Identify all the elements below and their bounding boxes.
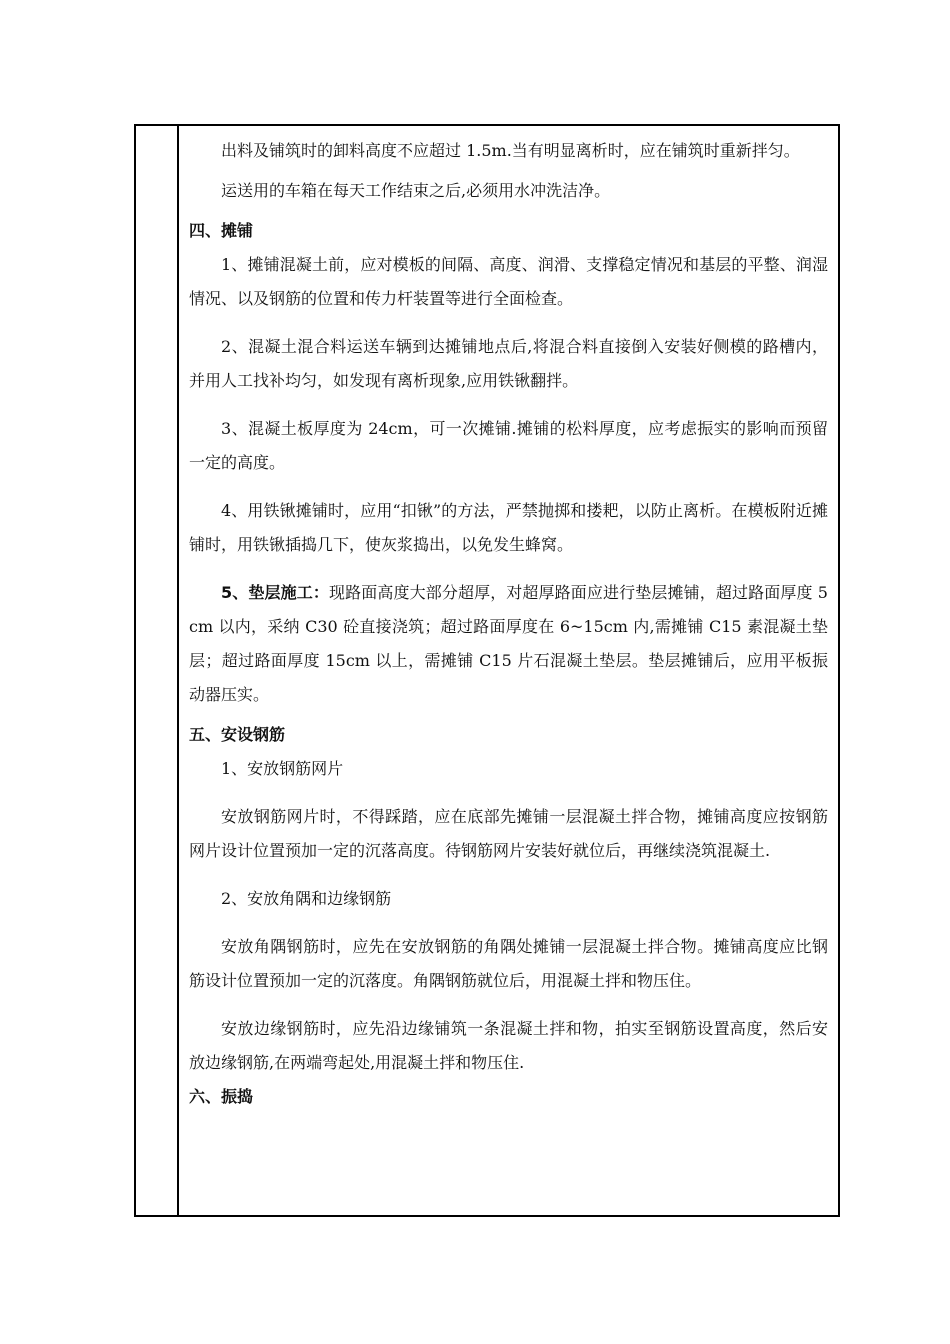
heading-vibration: 六、振捣: [189, 1087, 254, 1106]
heading-paving: 四、摊铺: [189, 221, 254, 240]
paragraph-edge-rebar: 安放边缘钢筋时，应先沿边缘铺筑一条混凝土拌和物，拍实至钢筋设置高度，然后安放边缘钢筋,在两端弯起处,用混凝土拌和物压住.: [189, 1019, 828, 1072]
paragraph-paving-4: 4、用铁锹摊铺时，应用“扣锹”的方法，严禁抛掷和搂耙，以防止离析。在模板附近摊铺时，用铁锹插捣几下，使灰浆捣出，以免发生蜂窝。: [189, 501, 828, 554]
paragraph-paving-2: 2、混凝土混合料运送车辆到达摊铺地点后,将混合料直接倒入安装好侧模的路槽内，并用人工找补均匀，如发现有离析现象,应用铁锹翻拌。: [189, 337, 828, 390]
paragraph-paving-1: 1、摊铺混凝土前，应对模板的间隔、高度、润滑、支撑稳定情况和基层的平整、润湿情况、以及钢筋的位置和传力杆装置等进行全面检查。: [189, 255, 828, 308]
subheading-corner-edge-rebar: 2、安放角隅和边缘钢筋: [221, 889, 392, 908]
paragraph-rebar-mesh: 安放钢筋网片时，不得踩踏，应在底部先摊铺一层混凝土拌合物，摊铺高度应按钢筋网片设计位置预加一定的沉落高度。待钢筋网片安装好就位后，再继续浇筑混凝土.: [189, 807, 828, 860]
paragraph-discharge-height: 出料及铺筑时的卸料高度不应超过 1.5m.当有明显离析时，应在铺筑时重新拌匀。: [221, 141, 800, 160]
document-table: [134, 124, 840, 1217]
paragraph-corner-rebar: 安放角隅钢筋时，应先在安放钢筋的角隅处摊铺一层混凝土拌合物。摊铺高度应比钢筋设计位置预加一定的沉落度。角隅钢筋就位后，用混凝土拌和物压住。: [189, 937, 828, 990]
paragraph-paving-5: [189, 576, 828, 712]
table-content-cell: [179, 126, 838, 1215]
paragraph-paving-3: 3、混凝土板厚度为 24cm，可一次摊铺.摊铺的松料厚度，应考虑振实的影响而预留一定的高度。: [189, 419, 828, 472]
subheading-rebar-mesh: 1、安放钢筋网片: [221, 759, 344, 778]
heading-rebar: 五、安设钢筋: [189, 725, 286, 744]
paragraph-truck-cleaning: 运送用的车箱在每天工作结束之后,必须用水冲洗洁净。: [221, 181, 611, 200]
paragraph-paving-5-body: 现路面高度大部分超厚，对超厚路面应进行垫层摊铺，超过路面厚度 5cm 以内，采纳 C30 砼直接浇筑；超过路面厚度在 6~15cm 内,需摊铺 C15 素混凝土垫层；超过路面厚度 15cm 以上，需摊铺 C15 片石混凝土垫层。垫层摊铺后，应用平板振动器压实。: [189, 583, 828, 704]
paragraph-paving-5-lead: 5、垫层施工：: [221, 583, 329, 602]
table-left-column: [136, 126, 179, 1215]
